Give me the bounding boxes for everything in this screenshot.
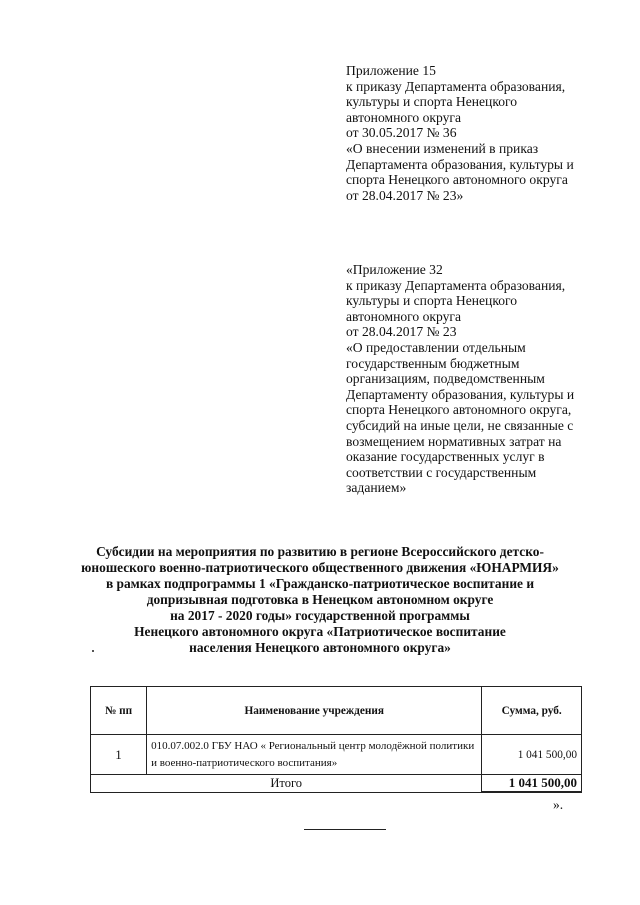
separator-line	[304, 829, 386, 830]
annex-15-line: «О внесении изменений в приказ	[346, 140, 539, 156]
annex-32-line: «О предоставлении отдельным	[346, 339, 526, 355]
annex-32-line: государственным бюджетным	[346, 355, 520, 371]
total-label: Итого	[91, 775, 482, 793]
annex-15-line: от 28.04.2017 № 23»	[346, 187, 464, 203]
subsidy-table	[90, 686, 582, 793]
heading-line: на 2017 - 2020 годы» государственной программы	[170, 608, 470, 623]
table-header-row	[91, 687, 582, 735]
annex-32-line: субсидий на иные цели, не связанные с	[346, 417, 574, 433]
closing-quote-mark: ».	[553, 797, 564, 812]
total-sum: 1 041 500,00	[482, 775, 582, 793]
document-heading	[60, 544, 580, 656]
annex-15-line: к приказу Департамента образования,	[346, 78, 566, 94]
annex-32-line: к приказу Департамента образования,	[346, 277, 566, 293]
annex-32-line: Департаменту образования, культуры и	[346, 386, 575, 402]
annex-15-line: культуры и спорта Ненецкого	[346, 94, 518, 110]
annex-15-line: спорта Ненецкого автономного округа	[346, 172, 568, 188]
annex-15-line: Приложение 15	[346, 63, 436, 78]
row-num: 1	[91, 735, 147, 775]
annex-32-line: возмещением нормативных затрат на	[346, 433, 562, 449]
annex-15-line: Департамента образования, культуры и	[346, 156, 574, 172]
heading-line: юношеского военно-патриотического общественного движения «ЮНАРМИЯ»	[81, 560, 559, 575]
table-total-row	[91, 775, 582, 793]
annex-15-line: автономного округа	[346, 109, 462, 125]
annex-32-header	[346, 262, 636, 496]
annex-32-line: организациям, подведомственным	[346, 371, 545, 387]
heading-line: Ненецкого автономного округа «Патриотическое воспитание	[134, 624, 506, 639]
annex-32-line: соответствии с государственным	[346, 464, 537, 480]
annex-32-line: заданием»	[346, 480, 407, 496]
scan-speck	[92, 650, 94, 652]
row-name: 010.07.002.0 ГБУ НАО « Региональный центр молодёжной политики и военно-патриотического воспитания»	[147, 735, 482, 775]
header-sum: Сумма, руб.	[482, 687, 582, 735]
annex-32-line: культуры и спорта Ненецкого	[346, 293, 518, 309]
annex-32-line: от 28.04.2017 № 23	[346, 324, 457, 340]
annex-15-header	[346, 63, 636, 203]
annex-32-line: «Приложение 32	[346, 262, 443, 277]
annex-32-line: автономного округа	[346, 308, 462, 324]
annex-32-line: оказание государственных услуг в	[346, 449, 545, 465]
row-sum: 1 041 500,00	[482, 735, 582, 775]
header-name: Наименование учреждения	[147, 687, 482, 735]
heading-line: в рамках подпрограммы 1 «Гражданско-патриотическое воспитание и	[105, 576, 535, 591]
heading-line: допризывная подготовка в Ненецком автономном округе	[146, 592, 494, 607]
header-num: № пп	[91, 687, 147, 735]
table-row	[91, 735, 582, 775]
heading-line: населения Ненецкого автономного округа»	[189, 640, 451, 655]
heading-line: Субсидии на мероприятия по развитию в регионе Всероссийского детско-	[96, 544, 544, 559]
annex-15-line: от 30.05.2017 № 36	[346, 125, 457, 141]
annex-32-line: спорта Ненецкого автономного округа,	[346, 402, 572, 418]
